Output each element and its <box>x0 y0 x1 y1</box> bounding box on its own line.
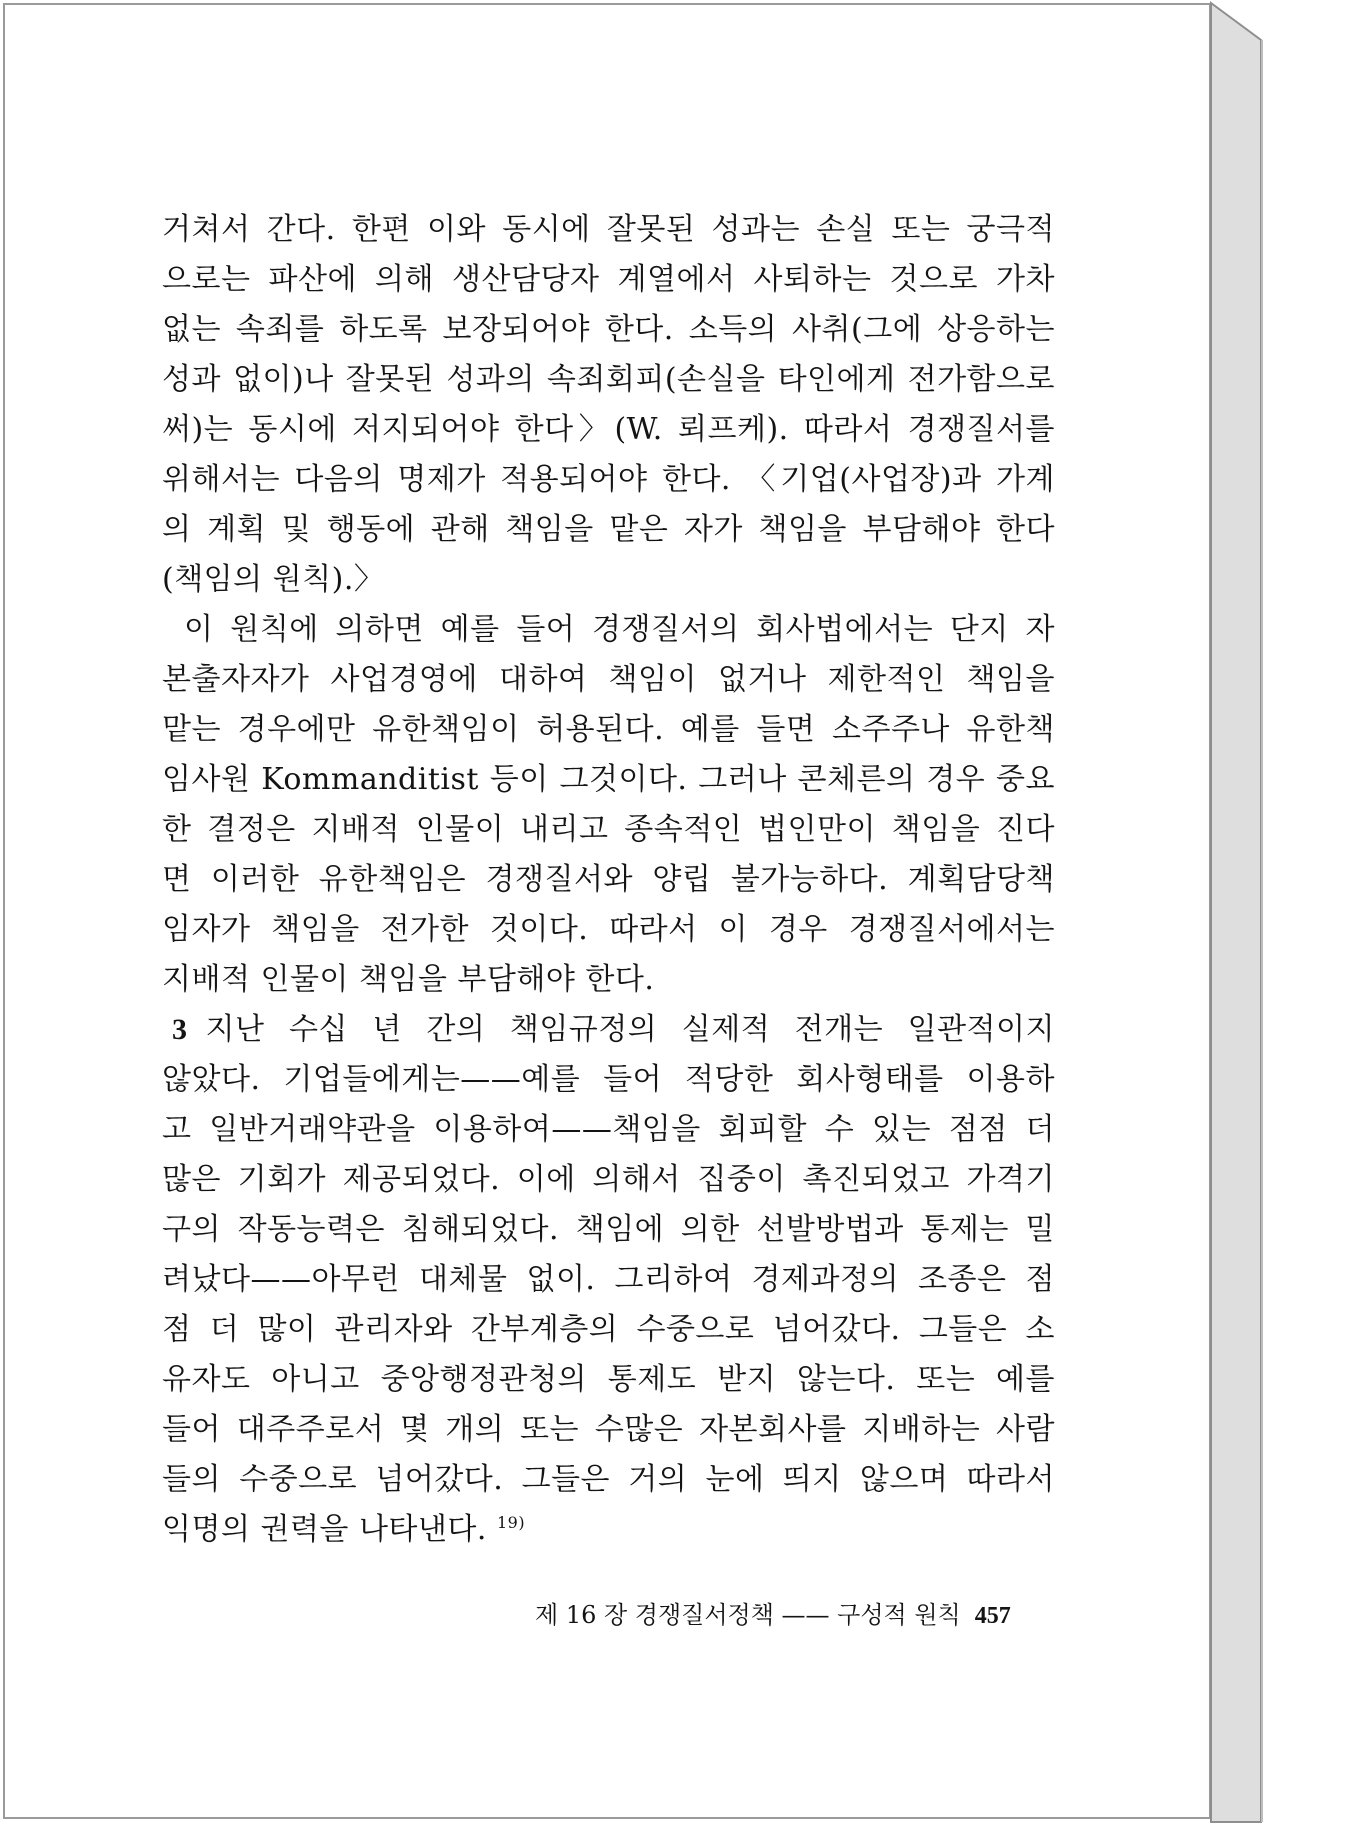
text-line: 임사원 Kommanditist 등이 그것이다. 그러나 콘체른의 경우 중요 <box>162 762 1055 797</box>
text-line: (책임의 원칙).〉 <box>162 562 385 597</box>
text-line: 익명의 권력을 나타낸다. <box>162 1512 487 1547</box>
text-line: 임자가 책임을 전가한 것이다. 따라서 이 경우 경쟁질서에서는 <box>162 912 1055 947</box>
text-line: 구의 작동능력은 침해되었다. 책임에 의한 선발방법과 통제는 밀 <box>162 1212 1055 1247</box>
text-line: 써)는 동시에 저지되어야 한다〉(W. 뢰프케). 따라서 경쟁질서를 <box>162 412 1055 447</box>
text-line: 의 계획 및 행동에 관해 책임을 맡은 자가 책임을 부담해야 한다 <box>162 512 1055 547</box>
text-line: 않았다. 기업들에게는——예를 들어 적당한 회사형태를 이용하 <box>162 1062 1055 1097</box>
section-number: 3 <box>172 1013 188 1046</box>
text-line: 점 더 많이 관리자와 간부계층의 수중으로 넘어갔다. 그들은 소 <box>162 1312 1055 1347</box>
text-line: 고 일반거래약관을 이용하여——책임을 회피할 수 있는 점점 더 <box>162 1112 1055 1147</box>
text-line: 지난 수십 년 간의 책임규정의 실제적 전개는 일관적이지 <box>205 1012 1055 1047</box>
text-line: 면 이러한 유한책임은 경쟁질서와 양립 불가능하다. 계획담당책 <box>162 862 1055 897</box>
last-line <box>162 1505 1055 1555</box>
text-line: 위해서는 다음의 명제가 적용되어야 한다. 〈기업(사업장)과 가계 <box>162 462 1055 497</box>
page-number: 457 <box>974 1603 1011 1629</box>
text-line: 유자도 아니고 중앙행정관청의 통제도 받지 않는다. 또는 예를 <box>162 1362 1055 1397</box>
running-head: 제 16 장 경쟁질서정책 —— 구성적 원칙 <box>535 1601 961 1629</box>
body-text <box>162 205 1055 1555</box>
text-line: 들의 수중으로 넘어갔다. 그들은 거의 눈에 띄지 않으며 따라서 <box>162 1462 1055 1497</box>
text-line: 려났다——아무런 대체물 없이. 그리하여 경제과정의 조종은 점 <box>162 1262 1055 1297</box>
text-line: 이 원칙에 의하면 예를 들어 경쟁질서의 회사법에서는 단지 자 <box>184 612 1055 647</box>
text-line: 많은 기회가 제공되었다. 이에 의해서 집중이 촉진되었고 가격기 <box>162 1162 1055 1197</box>
text-line: 한 결정은 지배적 인물이 내리고 종속적인 법인만이 책임을 진다 <box>162 812 1055 847</box>
text-line: 거쳐서 간다. 한편 이와 동시에 잘못된 성과는 손실 또는 궁극적 <box>162 212 1055 247</box>
book-page <box>3 3 1211 1819</box>
text-line: 본출자자가 사업경영에 대하여 책임이 없거나 제한적인 책임을 <box>162 662 1055 697</box>
footnote-reference[interactable]: 19) <box>496 1513 526 1532</box>
book-edge-shadow <box>1209 0 1368 1824</box>
section-line <box>162 1005 1055 1055</box>
text-line: 맡는 경우에만 유한책임이 허용된다. 예를 들면 소주주나 유한책 <box>162 712 1055 747</box>
text-line: 들어 대주주로서 몇 개의 또는 수많은 자본회사를 지배하는 사람 <box>162 1412 1055 1447</box>
text-line: 지배적 인물이 책임을 부담해야 한다. <box>162 962 655 997</box>
page-footer <box>535 1595 1027 1630</box>
text-line: 성과 없이)나 잘못된 성과의 속죄회피(손실을 타인에게 전가함으로 <box>162 362 1055 397</box>
text-line: 으로는 파산에 의해 생산담당자 계열에서 사퇴하는 것으로 가차 <box>162 262 1055 297</box>
text-line: 없는 속죄를 하도록 보장되어야 한다. 소득의 사취(그에 상응하는 <box>162 312 1055 347</box>
